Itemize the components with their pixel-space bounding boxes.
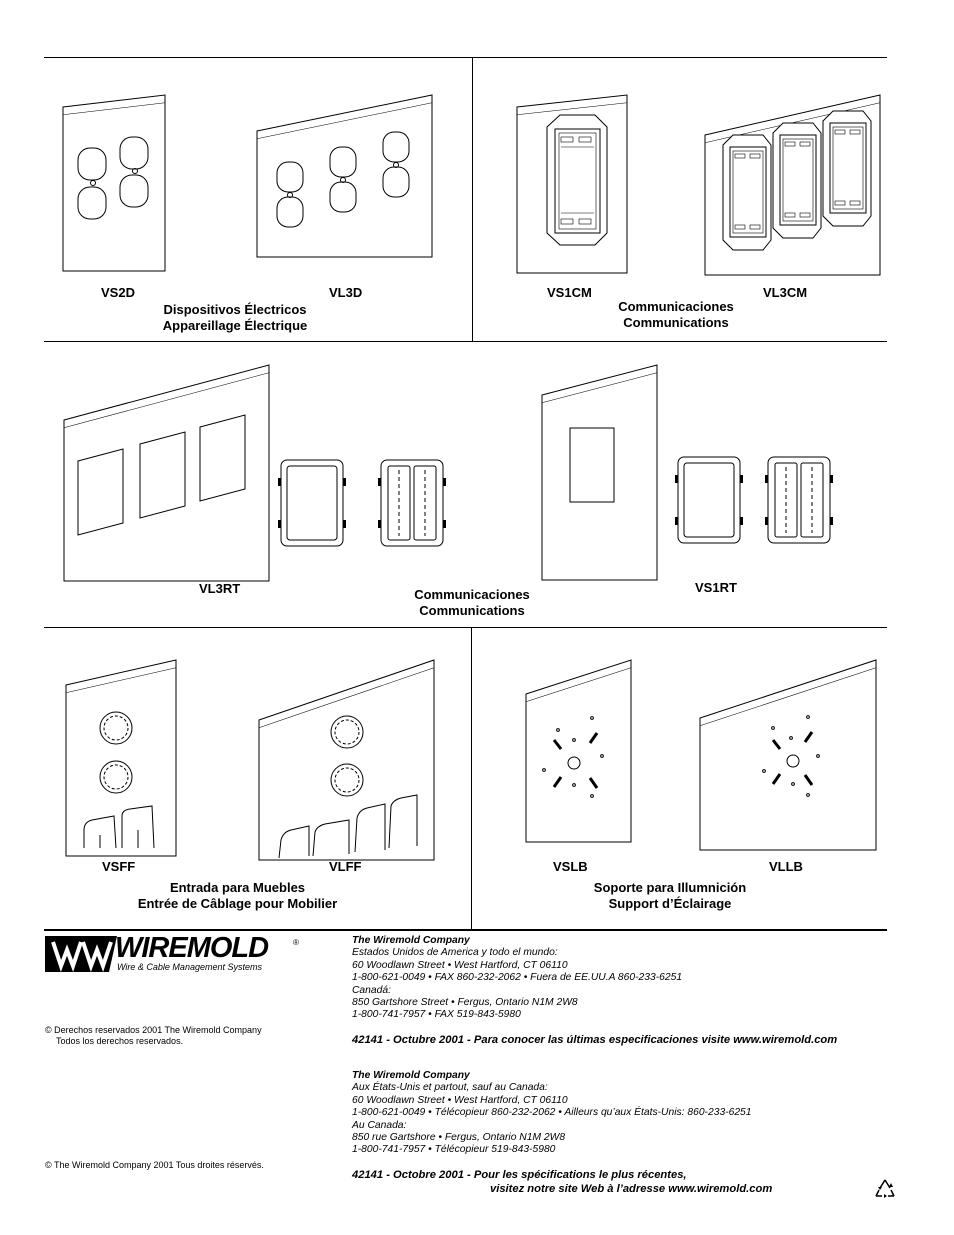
address-fr-line: 60 Woodlawn Street • West Hartford, CT 06110 xyxy=(352,1094,568,1106)
copyright-es-line2: Todos los derechos reservados. xyxy=(56,1036,184,1046)
address-fr-line: Au Canada: xyxy=(352,1119,407,1131)
divider-row2 xyxy=(44,627,887,628)
caption-lighting-fr: Support d’Éclairage xyxy=(608,896,732,911)
caption-communications-mid-es: Communicaciones xyxy=(414,587,530,602)
code-vs1rt: VS1RT xyxy=(695,580,737,595)
vl3rt-plate-illustration xyxy=(62,365,272,585)
vlff-plate-illustration xyxy=(257,660,437,865)
address-fr-line: 1-800-621-0049 • Télécopieur 860-232-2062 • Ailleurs qu’aux États-Unis: 860-233-6251 xyxy=(352,1107,752,1119)
rt-insert-jack-2-illustration xyxy=(765,455,835,547)
divider-col-row1 xyxy=(472,57,473,341)
vs2d-plate-illustration xyxy=(60,95,170,275)
notice-es: 42141 - Octubre 2001 - Para conocer las últimas especificaciones visite www.wiremold.com xyxy=(352,1034,838,1046)
address-es-line: Estados Unidos de America y todo el mundo: xyxy=(352,947,558,959)
vslb-plate-illustration xyxy=(524,660,634,850)
caption-communications-mid-fr: Communications xyxy=(419,603,525,618)
address-es-line: 1-800-621-0049 • FAX 860-232-2062 • Fuera de EE.UU.A 860-233-6251 xyxy=(352,972,683,984)
vl3cm-plate-illustration xyxy=(703,95,883,280)
address-fr-line: 850 rue Gartshore • Fergus, Ontario N1M 2W8 xyxy=(352,1132,566,1144)
code-vslb: VSLB xyxy=(553,859,588,874)
code-vllb: VLLB xyxy=(769,859,803,874)
address-es-line: 60 Woodlawn Street • West Hartford, CT 06110 xyxy=(352,959,568,971)
wiremold-logo xyxy=(45,932,305,976)
address-fr-company: The Wiremold Company xyxy=(352,1070,470,1081)
code-vsff: VSFF xyxy=(102,859,136,874)
vllb-plate-illustration xyxy=(698,660,880,855)
address-fr-line: 1-800-741-7957 • Télécopieur 519-843-5980 xyxy=(352,1144,556,1156)
wiremold-logo-name: WIREMOLD xyxy=(115,932,269,964)
divider-row1 xyxy=(44,341,887,342)
caption-electrical-fr: Appareillage Électrique xyxy=(162,318,308,333)
code-vl3cm: VL3CM xyxy=(763,285,808,300)
caption-lighting xyxy=(565,880,775,912)
vs1rt-plate-illustration xyxy=(540,365,660,585)
notice-fr xyxy=(352,1168,772,1196)
divider-top xyxy=(44,57,887,58)
code-vl3rt: VL3RT xyxy=(199,581,241,596)
caption-furniture-fr: Entrée de Câblage pour Mobilier xyxy=(137,896,338,911)
rt-insert-blank-illustration xyxy=(278,458,348,550)
notice-fr-line2: visitez notre site Web à l’adresse www.wiremold.com xyxy=(490,1183,773,1195)
code-vs2d: VS2D xyxy=(101,285,135,300)
caption-furniture xyxy=(110,880,365,912)
caption-furniture-es: Entrada para Muebles xyxy=(169,880,306,895)
vsff-plate-illustration xyxy=(64,660,179,860)
address-es-line: 850 Gartshore Street • Fergus, Ontario N1M 2W8 xyxy=(352,997,578,1009)
caption-electrical xyxy=(130,302,340,334)
caption-communications-top xyxy=(586,299,766,331)
divider-col-row3 xyxy=(471,627,472,929)
divider-footer xyxy=(44,929,887,931)
code-vlff: VLFF xyxy=(329,859,362,874)
caption-communications-top-es: Communicaciones xyxy=(618,299,734,314)
copyright-es xyxy=(45,1025,262,1047)
address-es-line: Canadá: xyxy=(352,984,391,996)
wiremold-logo-mark-icon xyxy=(45,936,117,972)
address-es-company: The Wiremold Company xyxy=(352,935,470,946)
caption-communications-top-fr: Communications xyxy=(623,315,729,330)
caption-lighting-es: Soporte para Illumnición xyxy=(593,880,747,895)
address-es xyxy=(352,935,682,1022)
address-es-line: 1-800-741-7957 • FAX 519-843-5980 xyxy=(352,1009,521,1021)
rt-insert-jack-illustration xyxy=(378,458,448,550)
code-vs1cm: VS1CM xyxy=(547,285,592,300)
code-vl3d: VL3D xyxy=(329,285,363,300)
address-fr xyxy=(352,1070,752,1157)
wiremold-logo-registered: ® xyxy=(293,938,299,947)
copyright-fr: © The Wiremold Company 2001 Tous droites réservés. xyxy=(45,1160,264,1170)
copyright-es-line1: © Derechos reservados 2001 The Wiremold Company xyxy=(45,1025,262,1035)
wiremold-logo-tagline: Wire & Cable Management Systems xyxy=(117,962,262,972)
caption-electrical-es: Dispositivos Électricos xyxy=(163,302,307,317)
caption-communications-mid xyxy=(382,587,562,619)
address-fr-line: Aux États-Unis et partout, sauf au Canada: xyxy=(352,1082,548,1094)
vs1cm-plate-illustration xyxy=(515,95,630,275)
rt-insert-blank-2-illustration xyxy=(675,455,745,547)
vl3d-plate-illustration xyxy=(255,95,435,260)
recycle-icon xyxy=(873,1178,897,1200)
notice-fr-line1: 42141 - Octobre 2001 - Pour les spécifications le plus récentes, xyxy=(352,1169,687,1181)
